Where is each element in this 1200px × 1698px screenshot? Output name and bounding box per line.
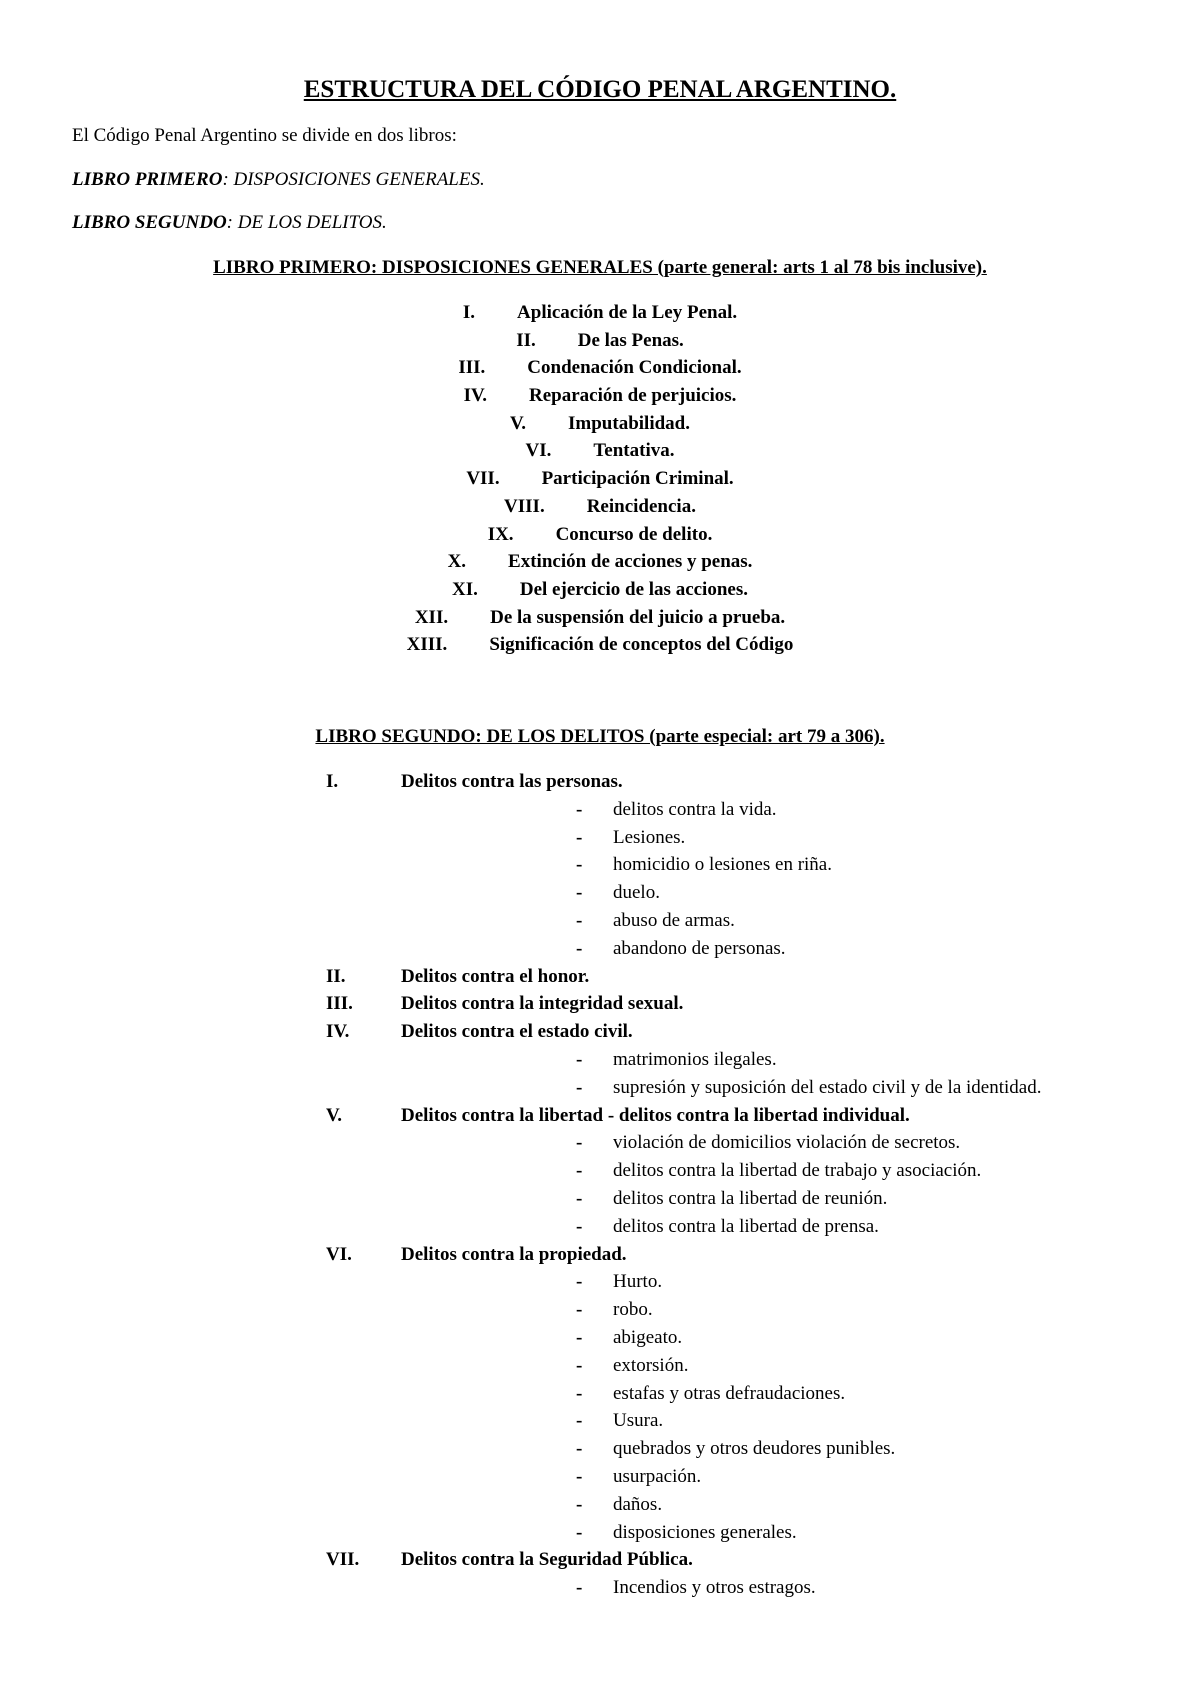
crime-category: [0, 963, 1200, 991]
title-text: Delitos contra las personas.: [401, 771, 623, 792]
dash-bullet: -: [576, 826, 583, 848]
list-item: [0, 1018, 1200, 1101]
title-text: Del ejercicio de las acciones.: [519, 578, 748, 600]
title-text: Imputabilidad.: [568, 412, 690, 434]
subitem-text: duelo.: [613, 882, 660, 904]
subitem: [0, 1491, 1200, 1519]
dash-bullet: -: [576, 1215, 583, 1237]
dash-bullet: -: [576, 1326, 583, 1348]
subitem: [0, 1046, 1200, 1074]
libro-primero-title-list: [0, 299, 1200, 659]
libro-primero-heading: LIBRO PRIMERO: DISPOSICIONES GENERALES (parte general: arts 1 al 78 bis inclusive).: [213, 257, 987, 278]
list-item: [0, 768, 1200, 963]
title-text: Delitos contra el honor.: [401, 965, 590, 987]
subitem: [0, 1324, 1200, 1352]
title-number: VII.: [326, 1549, 360, 1571]
title-text: Delitos contra la Seguridad Pública.: [401, 1549, 693, 1571]
dash-bullet: -: [576, 1048, 583, 1070]
book-line-primero: [72, 169, 485, 191]
subitem-text: extorsión.: [613, 1354, 689, 1376]
subitem: [0, 1519, 1200, 1547]
dash-bullet: -: [576, 909, 583, 931]
list-item: [0, 548, 1200, 576]
title-number: VII.: [466, 468, 500, 490]
list-item: [0, 1241, 1200, 1547]
title-text: Participación Criminal.: [541, 468, 734, 490]
subitem-text: Incendios y otros estragos.: [613, 1577, 816, 1599]
title-number: III.: [326, 993, 353, 1015]
title-text: Delitos contra la propiedad.: [401, 1243, 627, 1265]
dash-bullet: -: [576, 1354, 583, 1376]
subitem: [0, 1213, 1200, 1241]
subitem-text: supresión y suposición del estado civil y de la identidad.: [613, 1076, 1042, 1098]
dash-bullet: -: [576, 937, 583, 959]
title-number: VI.: [326, 1243, 352, 1265]
title-number: X.: [447, 551, 467, 573]
list-item: [0, 604, 1200, 632]
subitem: [0, 1296, 1200, 1324]
document-title: ESTRUCTURA DEL CÓDIGO PENAL ARGENTINO.: [303, 76, 897, 103]
list-item: [0, 576, 1200, 604]
subitem-text: delitos contra la libertad de trabajo y asociación.: [613, 1160, 982, 1182]
title-text: Extinción de acciones y penas.: [508, 551, 753, 573]
title-text: Delitos contra la integridad sexual.: [401, 993, 684, 1015]
subitem-text: homicidio o lesiones en riña.: [613, 854, 832, 876]
title-number: XII.: [414, 606, 449, 628]
title-text: Condenación Condicional.: [527, 357, 742, 379]
title-number: IV.: [326, 1021, 350, 1043]
subitem: [0, 935, 1200, 963]
title-text: Delitos contra la libertad - delitos contra la libertad individual.: [401, 1104, 910, 1126]
subitem: [0, 1463, 1200, 1491]
crime-category: [0, 990, 1200, 1018]
subitem: [0, 879, 1200, 907]
list-item: [0, 1546, 1200, 1602]
dash-bullet: -: [576, 1521, 583, 1543]
list-item: [0, 437, 1200, 465]
subitem-list: [0, 1046, 1200, 1102]
list-item: [0, 410, 1200, 438]
title-text: Reparación de perjuicios.: [529, 385, 737, 407]
book-description: : DISPOSICIONES GENERALES.: [222, 169, 485, 190]
book-label: LIBRO SEGUNDO: [72, 212, 227, 233]
dash-bullet: -: [576, 1160, 583, 1182]
title-number: III.: [458, 357, 486, 379]
list-item: [0, 963, 1200, 991]
list-item: [0, 631, 1200, 659]
subitem-text: abuso de armas.: [613, 909, 735, 931]
title-text: De las Penas.: [577, 329, 684, 351]
list-item: [0, 1102, 1200, 1241]
title-text: Aplicación de la Ley Penal.: [517, 302, 738, 323]
crime-category: [0, 1018, 1200, 1046]
subitem-list: [0, 1574, 1200, 1602]
libro-segundo-heading: LIBRO SEGUNDO: DE LOS DELITOS (parte especial: art 79 a 306).: [315, 726, 885, 747]
subitem: [0, 1380, 1200, 1408]
title-number: XIII.: [406, 634, 448, 656]
list-item: [0, 327, 1200, 355]
title-number: II.: [326, 965, 346, 987]
title-text: Concurso de delito.: [555, 523, 713, 545]
list-item: [0, 354, 1200, 382]
dash-bullet: -: [576, 1577, 583, 1599]
subitem-text: delitos contra la libertad de prensa.: [613, 1215, 879, 1237]
book-line-segundo: [72, 212, 387, 234]
subitem-list: [0, 1268, 1200, 1546]
book-label: LIBRO PRIMERO: [72, 169, 223, 190]
subitem-text: Hurto.: [613, 1271, 663, 1293]
title-number: VI.: [525, 440, 552, 462]
subitem: [0, 1574, 1200, 1602]
list-item: [0, 990, 1200, 1018]
dash-bullet: -: [576, 1299, 583, 1321]
subitem-text: daños.: [613, 1493, 663, 1515]
subitem-text: delitos contra la vida.: [613, 798, 777, 820]
subitem-text: disposiciones generales.: [613, 1521, 797, 1543]
title-number: V.: [509, 412, 527, 434]
dash-bullet: -: [576, 1187, 583, 1209]
list-item: [0, 465, 1200, 493]
subitem-list: [0, 796, 1200, 963]
subitem: [0, 1185, 1200, 1213]
crime-category: [0, 1241, 1200, 1269]
dash-bullet: -: [576, 1271, 583, 1293]
dash-bullet: -: [576, 798, 583, 820]
dash-bullet: -: [576, 854, 583, 876]
subitem: [0, 1157, 1200, 1185]
title-text: Delitos contra el estado civil.: [401, 1021, 633, 1043]
subitem: [0, 851, 1200, 879]
list-item: [0, 493, 1200, 521]
subitem-text: abigeato.: [613, 1326, 683, 1348]
title-number: II.: [516, 329, 536, 351]
title-text: Tentativa.: [593, 440, 675, 462]
title-number: VIII.: [504, 495, 545, 517]
dash-bullet: -: [576, 882, 583, 904]
subitem-text: Usura.: [613, 1410, 664, 1432]
subitem-text: robo.: [613, 1299, 653, 1321]
dash-bullet: -: [576, 1382, 583, 1404]
crime-category: [0, 768, 1200, 796]
subitem-text: usurpación.: [613, 1465, 702, 1487]
title-text: Significación de conceptos del Código: [489, 634, 794, 656]
list-item: [0, 521, 1200, 549]
list-item: [0, 382, 1200, 410]
dash-bullet: -: [576, 1132, 583, 1154]
book-description: : DE LOS DELITOS.: [226, 212, 387, 233]
subitem-text: estafas y otras defraudaciones.: [613, 1382, 846, 1404]
subitem-text: abandono de personas.: [613, 937, 786, 959]
title-number: IV.: [463, 385, 487, 407]
crime-category: [0, 1546, 1200, 1574]
subitem: [0, 824, 1200, 852]
title-number: I.: [326, 771, 339, 792]
subitem: [0, 1129, 1200, 1157]
subitem-text: Lesiones.: [613, 826, 686, 848]
title-number: XI.: [452, 578, 478, 600]
subitem: [0, 796, 1200, 824]
dash-bullet: -: [576, 1493, 583, 1515]
subitem-text: quebrados y otros deudores punibles.: [613, 1438, 896, 1460]
subitem-text: delitos contra la libertad de reunión.: [613, 1187, 888, 1209]
title-number: I.: [462, 302, 476, 323]
title-text: Reincidencia.: [586, 495, 696, 517]
subitem: [0, 1074, 1200, 1102]
title-number: V.: [326, 1104, 343, 1126]
subitem-text: violación de domicilios violación de secretos.: [613, 1132, 961, 1154]
subitem-text: matrimonios ilegales.: [613, 1048, 777, 1070]
crime-category: [0, 1102, 1200, 1130]
dash-bullet: -: [576, 1465, 583, 1487]
dash-bullet: -: [576, 1076, 583, 1098]
title-text: De la suspensión del juicio a prueba.: [490, 606, 786, 628]
intro-paragraph: El Código Penal Argentino se divide en dos libros:: [72, 125, 457, 146]
subitem: [0, 1435, 1200, 1463]
subitem: [0, 1407, 1200, 1435]
libro-segundo-title-list: [0, 768, 1200, 1602]
list-item: [0, 299, 1200, 327]
dash-bullet: -: [576, 1410, 583, 1432]
subitem: [0, 1352, 1200, 1380]
subitem-list: [0, 1129, 1200, 1240]
title-number: IX.: [487, 523, 514, 545]
subitem: [0, 907, 1200, 935]
subitem: [0, 1268, 1200, 1296]
dash-bullet: -: [576, 1438, 583, 1460]
